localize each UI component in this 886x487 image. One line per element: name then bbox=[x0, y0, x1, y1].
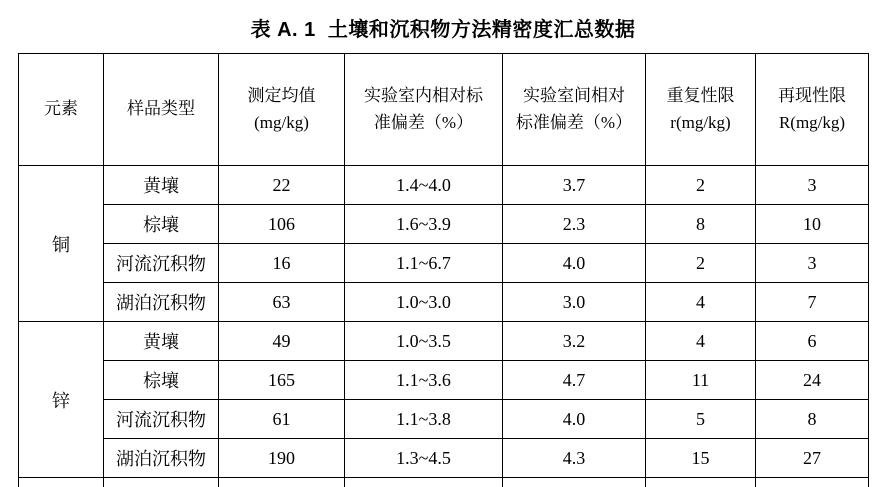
header-line: 实验室间相对 bbox=[523, 86, 625, 106]
cell-reproducibility-limit: 3 bbox=[756, 244, 869, 283]
header-inter-lab-rsd bbox=[503, 54, 646, 166]
cell-sample-type: 河流沉积物 bbox=[104, 244, 219, 283]
cell-sample-type: 黄壤 bbox=[104, 322, 219, 361]
table-row bbox=[19, 439, 869, 478]
cell-inter-lab-rsd: 4.7 bbox=[503, 361, 646, 400]
cell-intra-lab-rsd: 1.4~4.0 bbox=[345, 166, 503, 205]
cell-inter-lab-rsd: 4.0 bbox=[503, 244, 646, 283]
cell-empty bbox=[503, 478, 646, 487]
header-reproducibility-limit bbox=[756, 54, 869, 166]
cell-reproducibility-limit: 3 bbox=[756, 166, 869, 205]
cell-reproducibility-limit: 6 bbox=[756, 322, 869, 361]
table-row bbox=[19, 400, 869, 439]
cell-measured-mean: 49 bbox=[219, 322, 345, 361]
header-sample-type bbox=[104, 54, 219, 166]
table-row bbox=[19, 205, 869, 244]
cell-sample-type: 棕壤 bbox=[104, 205, 219, 244]
cell-repeatability-limit: 11 bbox=[646, 361, 756, 400]
header-line: 标准偏差（%） bbox=[515, 112, 633, 132]
cell-sample-type: 湖泊沉积物 bbox=[104, 283, 219, 322]
cell-inter-lab-rsd: 4.3 bbox=[503, 439, 646, 478]
cell-inter-lab-rsd: 2.3 bbox=[503, 205, 646, 244]
cell-inter-lab-rsd: 4.0 bbox=[503, 400, 646, 439]
header-repeatability-limit bbox=[646, 54, 756, 166]
cell-intra-lab-rsd: 1.6~3.9 bbox=[345, 205, 503, 244]
cell-intra-lab-rsd: 1.1~3.8 bbox=[345, 400, 503, 439]
header-line: 再现性限 bbox=[778, 86, 846, 106]
cell-repeatability-limit: 15 bbox=[646, 439, 756, 478]
cell-empty bbox=[345, 478, 503, 487]
header-line: 实验室内相对标 bbox=[364, 86, 483, 106]
header-line: r(mg/kg) bbox=[670, 112, 731, 132]
cell-intra-lab-rsd: 1.3~4.5 bbox=[345, 439, 503, 478]
header-line: 准偏差（%） bbox=[373, 112, 474, 132]
cell-sample-type: 湖泊沉积物 bbox=[104, 439, 219, 478]
cell-repeatability-limit: 4 bbox=[646, 322, 756, 361]
header-line: 元素 bbox=[44, 99, 78, 119]
header-line: 重复性限 bbox=[666, 86, 735, 106]
cell-reproducibility-limit: 7 bbox=[756, 283, 869, 322]
table-row bbox=[19, 361, 869, 400]
cell-inter-lab-rsd: 3.7 bbox=[503, 166, 646, 205]
cell-inter-lab-rsd: 3.2 bbox=[503, 322, 646, 361]
precision-summary-table bbox=[18, 53, 869, 487]
table-row bbox=[19, 283, 869, 322]
cell-measured-mean: 165 bbox=[219, 361, 345, 400]
header-line: R(mg/kg) bbox=[778, 112, 846, 132]
cell-intra-lab-rsd: 1.0~3.0 bbox=[345, 283, 503, 322]
cell-measured-mean: 190 bbox=[219, 439, 345, 478]
table-row-partial bbox=[19, 478, 869, 487]
cell-repeatability-limit: 2 bbox=[646, 244, 756, 283]
table-caption: 表 A. 1 土壤和沉积物方法精密度汇总数据 bbox=[250, 19, 636, 41]
cell-reproducibility-limit: 10 bbox=[756, 205, 869, 244]
table-row bbox=[19, 244, 869, 283]
cell-reproducibility-limit: 24 bbox=[756, 361, 869, 400]
cell-repeatability-limit: 5 bbox=[646, 400, 756, 439]
header-intra-lab-rsd bbox=[345, 54, 503, 166]
cell-empty bbox=[104, 478, 219, 487]
cell-intra-lab-rsd: 1.0~3.5 bbox=[345, 322, 503, 361]
cell-intra-lab-rsd: 1.1~3.6 bbox=[345, 361, 503, 400]
table-header-row bbox=[19, 54, 869, 166]
header-line: (mg/kg) bbox=[254, 112, 309, 132]
cell-intra-lab-rsd: 1.1~6.7 bbox=[345, 244, 503, 283]
cell-repeatability-limit: 4 bbox=[646, 283, 756, 322]
header-line: 测定均值 bbox=[247, 86, 316, 106]
header-element bbox=[19, 54, 104, 166]
header-line: 样品类型 bbox=[127, 99, 195, 119]
table-row bbox=[19, 322, 869, 361]
cell-reproducibility-limit: 8 bbox=[756, 400, 869, 439]
element-cell-copper: 铜 bbox=[19, 166, 104, 322]
cell-empty bbox=[19, 478, 104, 487]
cell-measured-mean: 16 bbox=[219, 244, 345, 283]
cell-measured-mean: 22 bbox=[219, 166, 345, 205]
cell-measured-mean: 61 bbox=[219, 400, 345, 439]
cell-reproducibility-limit: 27 bbox=[756, 439, 869, 478]
cell-sample-type: 黄壤 bbox=[104, 166, 219, 205]
cell-sample-type: 棕壤 bbox=[104, 361, 219, 400]
cell-empty bbox=[756, 478, 869, 487]
cell-sample-type: 河流沉积物 bbox=[104, 400, 219, 439]
cell-measured-mean: 63 bbox=[219, 283, 345, 322]
cell-inter-lab-rsd: 3.0 bbox=[503, 283, 646, 322]
table-row bbox=[19, 166, 869, 205]
cell-repeatability-limit: 2 bbox=[646, 166, 756, 205]
cell-repeatability-limit: 8 bbox=[646, 205, 756, 244]
cell-empty bbox=[219, 478, 345, 487]
header-measured-mean bbox=[219, 54, 345, 166]
cell-measured-mean: 106 bbox=[219, 205, 345, 244]
element-cell-zinc: 锌 bbox=[19, 322, 104, 478]
cell-empty bbox=[646, 478, 756, 487]
